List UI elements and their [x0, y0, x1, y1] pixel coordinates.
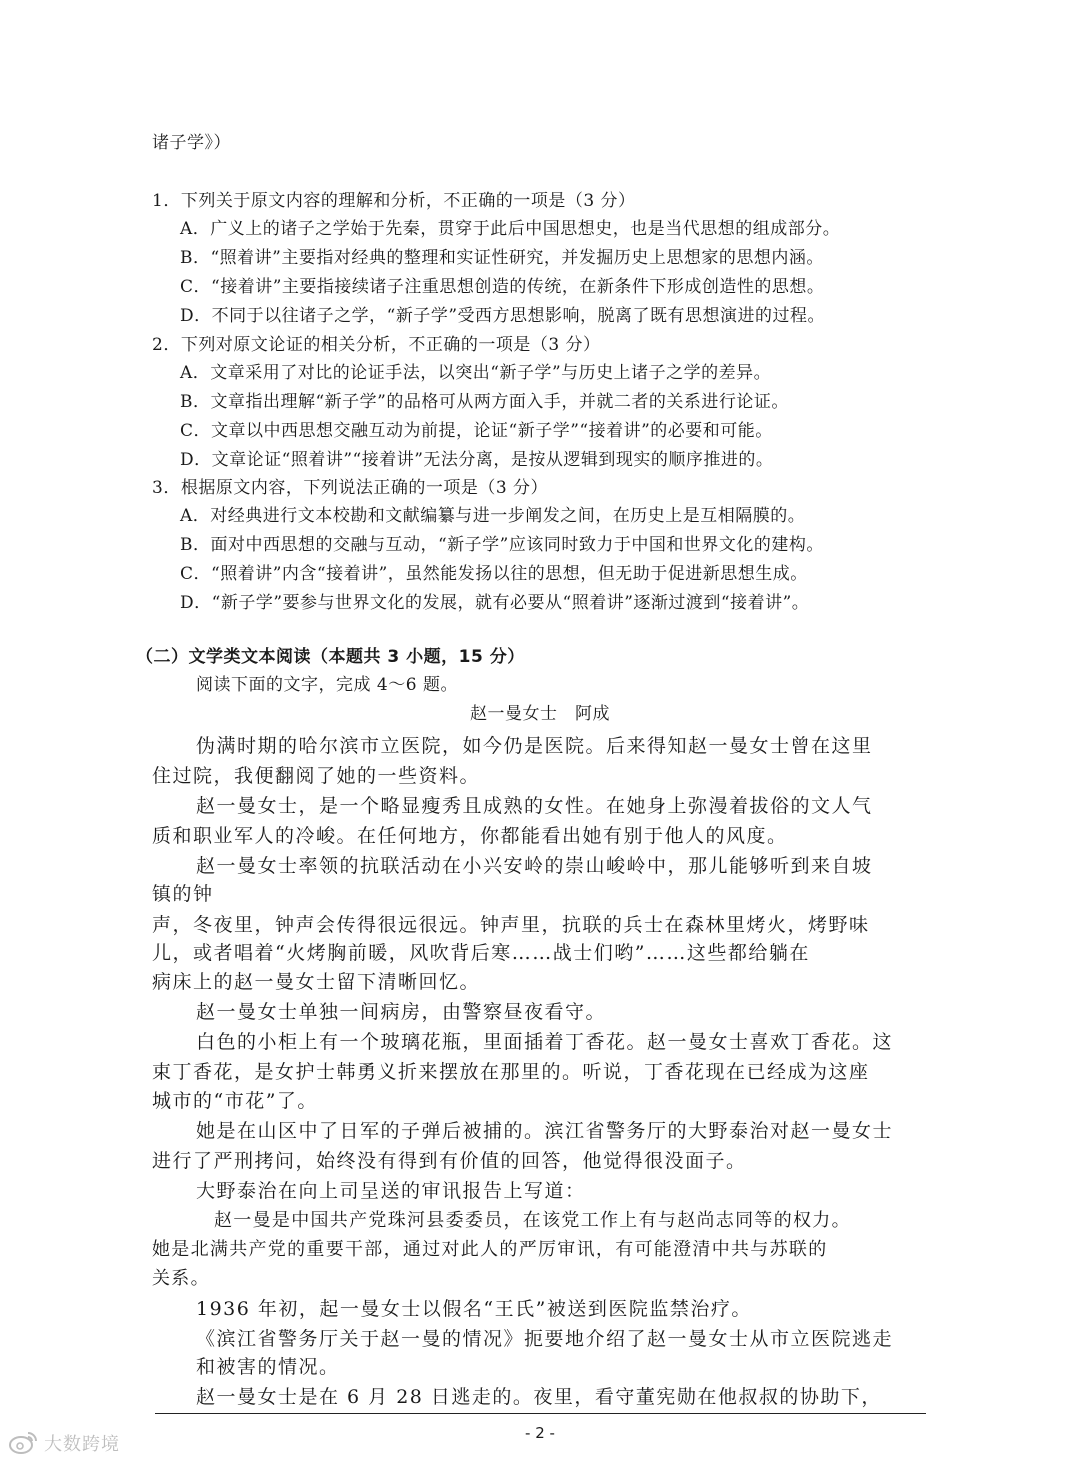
question-1-option-c: C．“接着讲”主要指接续诸子注重思想创造的传统，在新条件下形成创造性的思想。 [180, 277, 825, 297]
report-line: 赵一曼是中国共产党珠河县委委员，在该党工作上有与赵尚志同等的权力。 [214, 1210, 851, 1231]
question-1-stem: 1．下列关于原文内容的理解和分析，不正确的一项是（3 分） [152, 191, 636, 211]
passage-line: 她是在山区中了日军的子弹后被捕的。滨江省警务厅的大野泰治对赵一曼女士 [196, 1120, 894, 1142]
passage-line: 大野泰治在向上司呈送的审讯报告上写道： [196, 1180, 586, 1202]
passage-line: 进行了严刑拷问，始终没有得到有价值的回答，他觉得很没面子。 [152, 1150, 747, 1172]
weibo-logo-icon [8, 1430, 38, 1456]
question-2-option-d: D．文章论证“照着讲”“接着讲”无法分离，是按从逻辑到现实的顺序推进的。 [180, 450, 774, 470]
passage-line: 质和职业军人的冷峻。在任何地方，你都能看出她有别于他人的风度。 [152, 825, 788, 847]
question-3-stem: 3．根据原文内容，下列说法正确的一项是（3 分） [152, 478, 549, 498]
question-2-option-b: B．文章指出理解“新子学”的品格可从两方面入手，并就二者的关系进行论证。 [180, 392, 789, 412]
section-intro: 阅读下面的文字，完成 4～6 题。 [196, 675, 458, 695]
section-heading: （二）文学类文本阅读（本题共 3 小题，15 分） [136, 647, 525, 667]
passage-line: 1936 年初，起一曼女士以假名“王氏”被送到医院监禁治疗。 [196, 1298, 752, 1320]
passage-line: 赵一曼女士率领的抗联活动在小兴安岭的崇山峻岭中，那儿能够听到来自坡 [196, 855, 873, 877]
passage-line: 城市的“市花”了。 [152, 1090, 318, 1112]
watermark [8, 1428, 120, 1458]
passage-line: 束丁香花，是女护士韩勇义折来摆放在那里的。听说，丁香花现在已经成为这座 [152, 1061, 870, 1083]
report-line: 关系。 [152, 1268, 210, 1289]
passage-line: 赵一曼女士，是一个略显瘦秀且成熟的女性。在她身上弥漫着拔俗的文人气 [196, 795, 873, 817]
question-1-option-d: D．不同于以往诸子之学，“新子学”受西方思想影响，脱离了既有思想演进的过程。 [180, 306, 826, 326]
question-3-option-b: B．面对中西思想的交融与互动，“新子学”应该同时致力于中国和世界文化的建构。 [180, 535, 824, 555]
question-1-option-a: A．广义上的诸子之学始于先秦，贯穿于此后中国思想史，也是当代思想的组成部分。 [180, 219, 841, 239]
question-3-option-d: D．“新子学”要参与世界文化的发展，就有必要从“照着讲”逐渐过渡到“接着讲”。 [180, 593, 810, 613]
question-2-stem: 2．下列对原文论证的相关分析，不正确的一项是（3 分） [152, 335, 601, 355]
question-3-option-a: A．对经典进行文本校勘和文献编纂与进一步阐发之间，在历史上是互相隔膜的。 [180, 506, 806, 526]
passage-line: 《滨江省警务厅关于赵一曼的情况》扼要地介绍了赵一曼女士从市立医院逃走 [196, 1328, 894, 1350]
top-fragment: 诸子学》） [152, 133, 231, 153]
page-number: - 2 - [525, 1424, 555, 1442]
passage-line: 儿，或者唱着“火烤胸前暖，风吹背后寒……战士们哟”……这些都给躺在 [152, 942, 810, 964]
passage-line: 住过院，我便翻阅了她的一些资料。 [152, 765, 481, 787]
watermark-text: 大数跨境 [44, 1434, 120, 1455]
question-2-option-a: A．文章采用了对比的论证手法，以突出“新子学”与历史上诸子之学的差异。 [180, 363, 772, 383]
passage-line: 和被害的情况。 [196, 1356, 340, 1378]
passage-line: 声，冬夜里，钟声会传得很远很远。钟声里，抗联的兵士在森林里烤火，烤野味 [152, 914, 870, 936]
passage-line: 伪满时期的哈尔滨市立医院，如今仍是医院。后来得知赵一曼女士曾在这里 [196, 735, 873, 757]
question-2-option-c: C．文章以中西思想交融互动为前提，论证“新子学”“接着讲”的必要和可能。 [180, 421, 773, 441]
passage-line: 病床上的赵一曼女士留下清晰回忆。 [152, 971, 481, 993]
footer-rule [155, 1413, 926, 1414]
question-3-option-c: C．“照着讲”内含“接着讲”，虽然能发扬以往的思想，但无助于促进新思想生成。 [180, 564, 808, 584]
passage-line: 赵一曼女士单独一间病房，由警察昼夜看守。 [196, 1001, 607, 1023]
passage-line: 镇的钟 [152, 883, 214, 905]
passage-line: 赵一曼女士是在 6 月 28 日逃走的。夜里，看守董宪勋在他叔叔的协助下， [196, 1386, 882, 1408]
passage-title: 赵一曼女士 阿成 [470, 704, 610, 724]
passage-line: 白色的小柜上有一个玻璃花瓶，里面插着丁香花。赵一曼女士喜欢丁香花。这 [196, 1031, 894, 1053]
question-1-option-b: B．“照着讲”主要指对经典的整理和实证性研究，并发掘历史上思想家的思想内涵。 [180, 248, 824, 268]
report-line: 她是北满共产党的重要干部，通过对此人的严厉审讯，有可能澄清中共与苏联的 [152, 1239, 828, 1260]
